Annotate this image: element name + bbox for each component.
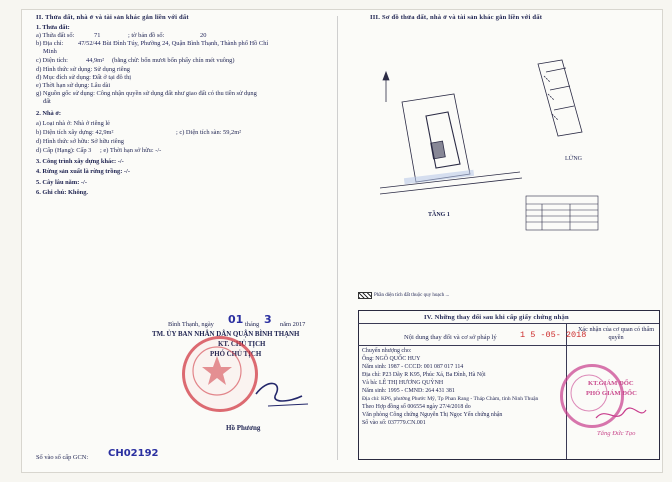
parcel-number: 71 xyxy=(94,32,101,39)
house-type: a) Loại nhà ở: Nhà ở riêng lẻ xyxy=(36,120,111,127)
vice-chairman-title: PHÓ CHỦ TỊCH xyxy=(210,351,262,358)
map-sheet-number: 20 xyxy=(200,32,207,39)
parcel-diagram xyxy=(350,24,610,234)
other-construction: 3. Công trình xây dựng khác: -/- xyxy=(36,158,124,165)
ownership-form: d) Hình thức sở hữu: Sở hữu riêng xyxy=(36,138,124,145)
perennial-trees: 5. Cây lâu năm: -/- xyxy=(36,179,87,186)
map-sheet-label: ; tờ bản đồ số: xyxy=(128,32,165,39)
section-4-title: IV. Những thay đổi sau khi cấp giấy chứng nhận xyxy=(424,314,569,321)
date-month-label: tháng xyxy=(245,321,260,328)
section-2-title: II. Thửa đất, nhà ở và tài sản khác gắn liền với đất xyxy=(36,14,189,21)
date-place: Bình Thạnh, ngày xyxy=(168,321,214,328)
house-heading: 2. Nhà ở: xyxy=(36,110,62,117)
change-line-1: Chuyển nhượng cho: xyxy=(362,348,412,354)
use-origin-line-2: đất xyxy=(43,98,51,105)
ownership-term: ; e) Thời hạn sở hữu: -/- xyxy=(100,147,162,154)
issuing-authority: TM. ỦY BAN NHÂN DÂN QUẬN BÌNH THẠNH xyxy=(152,331,300,338)
register-label: Số vào sổ cấp GCN: xyxy=(36,454,89,461)
build-area: b) Diện tích xây dựng: 42,9m² xyxy=(36,129,114,136)
change-line-9: Văn phòng Công chứng Nguyễn Thị Ngọc Yến chứng nhận xyxy=(362,412,503,418)
signature-mark xyxy=(238,376,318,416)
change-line-8: Theo Hợp đồng số 006554 ngày 27/4/2018 do xyxy=(362,404,471,410)
area-label: c) Diện tích: xyxy=(36,57,68,64)
change-date-stamp: 1 5 -05- 2018 xyxy=(520,330,587,340)
planted-forest: 4. Rừng sản xuất là rừng trồng: -/- xyxy=(36,168,130,175)
change-line-6: Năm sinh: 1995 - CMND: 264 431 381 xyxy=(362,388,455,394)
register-number: CH02192 xyxy=(108,448,159,459)
legend-note: Phần diện tích đất thuộc quy hoạch ... xyxy=(374,293,450,298)
deputy-director-title: PHÓ GIÁM ĐỐC xyxy=(586,390,637,397)
section-3-title: III. Sơ đồ thửa đất, nhà ở và tài sản khác gắn liền với đất xyxy=(370,14,543,21)
house-grade: d) Cấp (Hạng): Cấp 3 xyxy=(36,147,92,154)
legend-swatch xyxy=(358,292,372,299)
land-parcel-heading: 1. Thửa đất: xyxy=(36,24,70,31)
date-month: 3 xyxy=(264,313,272,326)
area-value: 44,9m² xyxy=(86,57,105,64)
use-term: e) Thời hạn sử dụng: Lâu dài xyxy=(36,82,111,89)
column-changes-header: Nội dung thay đổi và cơ sở pháp lý xyxy=(404,334,497,341)
floor-1-label: TẦNG 1 xyxy=(428,212,450,218)
kt-director-title: KT.GIÁM ĐỐC xyxy=(588,380,634,387)
use-form: d) Hình thức sử dụng: Sử dụng riêng xyxy=(36,66,130,73)
address-line-1: 47/52/44 Bùi Đình Túy, Phường 24, Quận Bình Thạnh, Thành phố Hồ Chí xyxy=(78,40,269,47)
notes: 6. Ghi chú: Không. xyxy=(36,189,89,196)
change-line-4: Địa chỉ: P23 Dãy R K95, Phúc Xá, Ba Đình, Hà Nội xyxy=(362,372,486,378)
on-behalf-chairman: KT. CHỦ TỊCH xyxy=(218,341,266,348)
use-purpose: đ) Mục đích sử dụng: Đất ở tại đô thị xyxy=(36,74,132,81)
signature-2-mark xyxy=(590,404,650,426)
change-line-3: Năm sinh: 1987 - CCCD: 001 087 017 114 xyxy=(362,364,464,370)
address-line-2: Minh xyxy=(43,48,57,55)
change-line-10: Số vào sổ: 037779.CN.001 xyxy=(362,420,426,426)
change-line-2: Ông: NGÔ QUỐC HUY xyxy=(362,356,421,362)
loft-label: LỬNG xyxy=(565,156,582,162)
change-line-5: Và bà: LÊ THỊ HƯƠNG QUỲNH xyxy=(362,380,444,386)
area-in-words: (bằng chữ: bốn mươi bốn phẩy chín mét vuông) xyxy=(112,57,235,64)
page-divider xyxy=(337,16,338,460)
signer-2-name: Tăng Đức Tạo xyxy=(597,430,636,437)
change-line-7: Địa chỉ: KP6, phường Phước Mỹ, Tp Phan Rang - Tháp Chàm, tỉnh Ninh Thuận xyxy=(362,396,539,402)
column-confirmation-header: Xác nhận của cơ quan có thẩm quyền xyxy=(577,326,655,341)
floor-area: ; c) Diện tích sàn: 59,2m² xyxy=(176,129,242,136)
date-year: năm 2017 xyxy=(280,321,306,328)
address-label: b) Địa chỉ: xyxy=(36,40,64,47)
use-origin-line-1: g) Nguồn gốc sử dụng: Công nhận quyền sử dụng đất như giao đất có thu tiền sử dụng xyxy=(36,90,257,97)
date-day: 01 xyxy=(228,313,244,326)
signer-name: Hồ Phương xyxy=(226,424,261,432)
parcel-number-label: a) Thửa đất số: xyxy=(36,32,75,39)
